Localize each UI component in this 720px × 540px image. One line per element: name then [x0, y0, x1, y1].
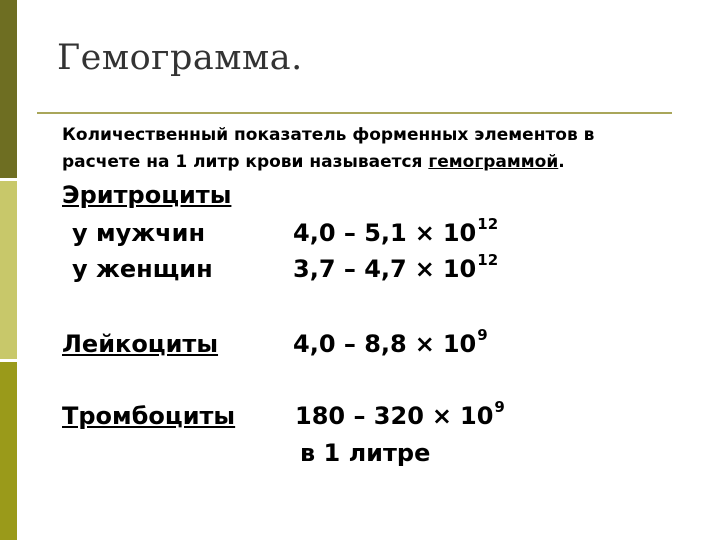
- thrombocytes-value: [295, 398, 505, 430]
- band-segment-mid: [0, 362, 17, 540]
- leukocytes-range: 4,0 – 8,8: [293, 330, 407, 358]
- band-segment-dark: [0, 0, 17, 178]
- women-value: [293, 251, 499, 283]
- men-value: [293, 215, 499, 247]
- men-label: у мужчин: [72, 219, 206, 247]
- title-divider: [37, 112, 672, 114]
- leukocytes-label: Лейкоциты: [62, 330, 219, 358]
- intro-period: .: [558, 152, 565, 172]
- men-range: 4,0 – 5,1: [293, 219, 407, 247]
- band-segment-light: [0, 181, 17, 359]
- thrombocytes-range: 180 – 320: [295, 402, 424, 430]
- leukocytes-base: 10: [442, 330, 477, 358]
- women-range: 3,7 – 4,7: [293, 255, 407, 283]
- term-hemogram: гемограммой: [428, 152, 559, 172]
- intro-line-1: Количественный показатель форменных элементов в: [62, 125, 595, 145]
- times-sign: ×: [414, 255, 435, 283]
- leukocytes-value: [293, 326, 488, 358]
- thrombocytes-unit: в 1 литре: [300, 439, 431, 467]
- women-base: 10: [442, 255, 477, 283]
- left-decor-band: [0, 0, 17, 540]
- times-sign: ×: [414, 219, 435, 247]
- men-exponent: 12: [477, 215, 499, 233]
- men-base: 10: [442, 219, 477, 247]
- thrombocytes-base: 10: [460, 402, 494, 430]
- women-exponent: 12: [477, 251, 499, 269]
- thrombocytes-label: Тромбоциты: [62, 402, 236, 430]
- leukocytes-exponent: 9: [477, 326, 488, 344]
- thrombocytes-exponent: 9: [494, 398, 505, 416]
- women-label: у женщин: [72, 255, 213, 283]
- erythrocytes-label: Эритроциты: [62, 181, 232, 209]
- intro-line-2: [62, 149, 702, 176]
- intro-line-2-text: расчете на 1 литр крови называется: [62, 152, 429, 172]
- slide-title: Гемограмма.: [57, 38, 303, 78]
- times-sign: ×: [431, 402, 453, 430]
- intro-paragraph: [62, 122, 702, 176]
- times-sign: ×: [414, 330, 435, 358]
